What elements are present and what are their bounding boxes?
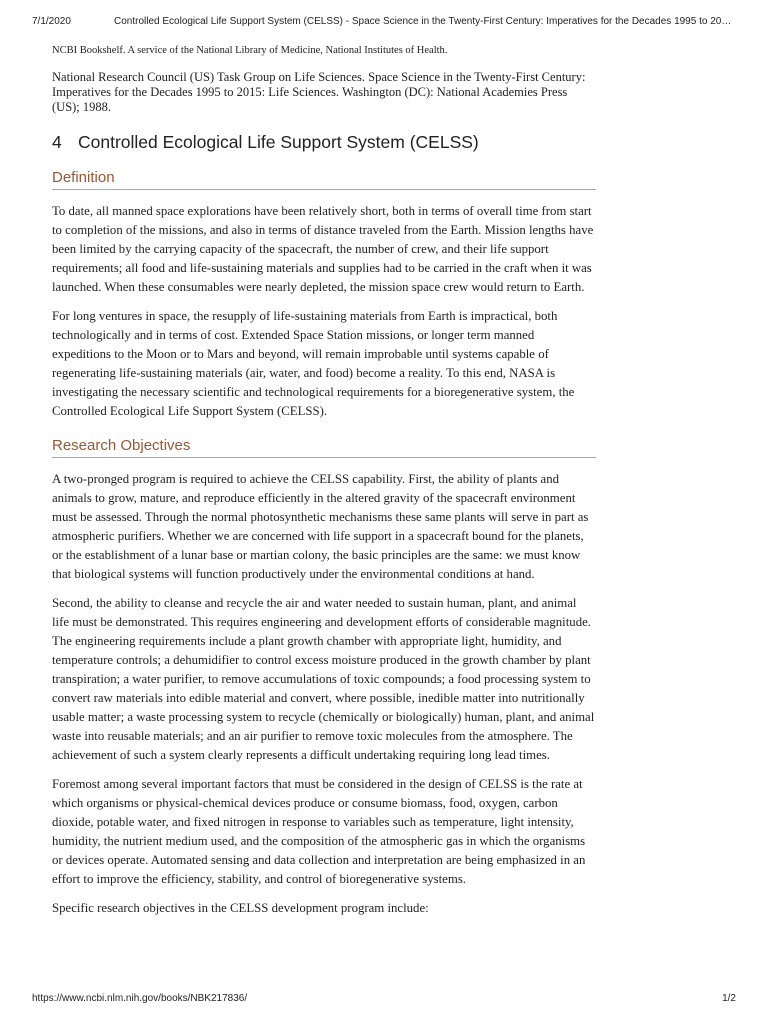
print-page-title: Controlled Ecological Life Support System (CELSS) - Space Science in the Twenty-First Century: Imperatives for the Decades 1995 to 20… [114, 16, 732, 27]
page-url[interactable]: https://www.ncbi.nlm.nih.gov/books/NBK217836/ [32, 993, 248, 1004]
paragraph: Second, the ability to cleanse and recycle the air and water needed to sustain human, plant, and animal life must be demonstrated. This requires engineering and development efforts of considerable magnitude. The engineering requirements include a plant growth chamber with appropriate light, humidity, and temperature controls; a dehumidifier to control excess moisture produced in the growth chamber by plant transpiration; a water purifier, to remove accumulations of toxic compounds; a food processing system to convert raw materials into edible material and convert, where possible, inedible matter into nutritionally usable matter; a waste processing system to recycle (chemically or biologically) human, plant, and animal waste into reusable materials; and an air purifier to remove toxic molecules from the atmosphere. The achievement of such a system clearly represents a difficult undertaking requiring long lead times. [52, 596, 595, 762]
chapter-title-text: Controlled Ecological Life Support System (CELSS) [78, 132, 479, 152]
bookshelf-notice: NCBI Bookshelf. A service of the National Library of Medicine, National Institutes of Health. [52, 45, 448, 56]
paragraph: A two-pronged program is required to achieve the CELSS capability. First, the ability of plants and animals to grow, mature, and reproduce efficiently in the altered gravity of the spacecraft environment must be assessed. Through the normal photosynthetic mechanisms these same plants will serve in part as atmospheric purifiers. Whether we are concerned with life support in a spacecraft bound for the planets, or the establishment of a lunar base or martian colony, the basic principles are the same: we must know that biological systems will function productively under the environmental conditions at hand. [52, 472, 589, 581]
page-number: 1/2 [722, 993, 736, 1004]
paragraph: Foremost among several important factors that must be considered in the design of CELSS is the rate at which organisms or physical-chemical devices produce or consume biomass, food, oxygen, carbon dioxide, potable water, and fixed nitrogen in response to variables such as temperature, light intensity, humidity, the nutrient medium used, and the composition of the atmospheric gas in which the organisms or devices operate. Automated sensing and data collection and interpretation are being emphasized in an effort to improve the efficiency, stability, and control of bioregenerative systems. [52, 777, 586, 886]
article-content [52, 44, 596, 928]
chapter-title [52, 131, 596, 153]
chapter-number: 4 [52, 132, 62, 152]
paragraph: To date, all manned space explorations have been relatively short, both in terms of overall time from start to completion of the missions, and also in terms of distance traveled from the Earth. Mission lengths have been limited by the carrying capacity of the spacecraft, the number of crew, and their life support requirements; all food and life-sustaining materials and supplies had to be carried in the craft when it was launched. When these consumables were nearly depleted, the mission space crew would return to Earth. [52, 204, 594, 294]
citation: National Research Council (US) Task Group on Life Sciences. Space Science in the Twenty-First Century: Imperatives for the Decades 1995 to 2015: Life Sciences. Washington (DC): National Academies Press (US); 1988. [52, 70, 586, 114]
section-heading-research-objectives: Research Objectives [52, 437, 596, 458]
paragraph: Specific research objectives in the CELSS development program include: [52, 901, 429, 915]
paragraph: For long ventures in space, the resupply of life-sustaining materials from Earth is impractical, both technologically and in terms of cost. Extended Space Station missions, or longer term manned expeditions to the Moon or to Mars and beyond, will remain improbable until systems capable of regenerating life-sustaining materials (air, water, and food) become a reality. To this end, NASA is investigating the necessary scientific and technological requirements for a bioregenerative system, the Controlled Ecological Life Support System (CELSS). [52, 309, 575, 418]
section-heading-definition: Definition [52, 169, 596, 190]
print-date: 7/1/2020 [32, 16, 71, 27]
